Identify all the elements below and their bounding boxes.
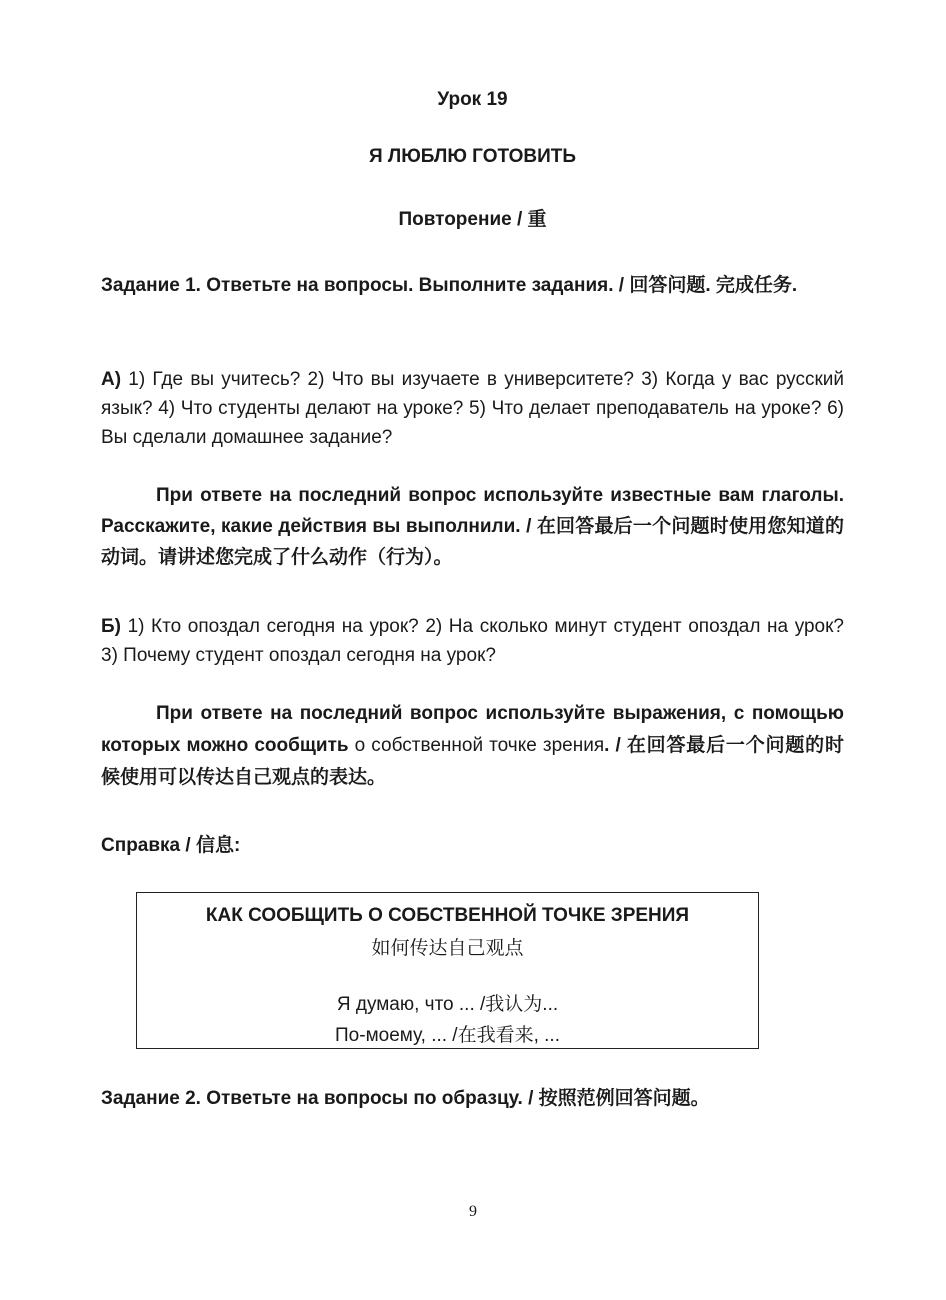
part-b-text: 1) Кто опоздал сегодня на урок? 2) На сколько минут студент опоздал на урок? 3) Почему студент опоздал сегодня на урок?: [101, 616, 844, 666]
part-b-questions: [101, 612, 844, 670]
part-b-instruction: [101, 698, 844, 794]
lesson-title: Я ЛЮБЛЮ ГОТОВИТЬ: [368, 146, 577, 167]
section-title: Повторение / 重: [398, 209, 547, 230]
reference-phrase-2: По-моему, ... /在我看来, ...: [335, 1025, 560, 1046]
part-b-marker: Б): [101, 616, 121, 637]
part-a-questions: [101, 365, 844, 452]
lesson-number: Урок 19: [437, 89, 508, 110]
page-number: 9: [469, 1203, 477, 1220]
part-b-instruction-normal: о собственной точке зрения: [348, 735, 605, 756]
reference-box-title: КАК СООБЩИТЬ О СОБСТВЕННОЙ ТОЧКЕ ЗРЕНИЯ: [205, 905, 690, 926]
reference-label: Справка / 信息:: [101, 835, 241, 856]
reference-box: [136, 892, 759, 1049]
task1-heading: Задание 1. Ответьте на вопросы. Выполните задания. / 回答问题. 完成任务.: [101, 275, 798, 296]
part-b-instruction-bold: При ответе на последний вопрос используйте выражения, с помощью которых можно сообщить: [101, 703, 844, 756]
part-a-text: 1) Где вы учитесь? 2) Что вы изучаете в университете? 3) Когда у вас русский язык? 4) Что студенты делают на уроке? 5) Что делает преподаватель на уроке? 6) Вы сделали домашнее задание?: [101, 369, 844, 448]
reference-phrase-1: Я думаю, что ... /我认为...: [336, 994, 559, 1015]
part-a-instruction: При ответе на последний вопрос используйте известные вам глаголы. Расскажите, какие действия вы выполнили. / 在回答最后一个问题时使用您知道的动词。请讲述您完成了什么动作（行为）。: [101, 485, 844, 568]
reference-box-subtitle: 如何传达自己观点: [371, 938, 524, 959]
part-a-marker: А): [101, 369, 122, 390]
part-b-instruction-rest: . / 在回答最后一个问题的时候使用可以传达自己观点的表达。: [101, 735, 844, 788]
task2-heading: Задание 2. Ответьте на вопросы по образцу. / 按照范例回答问题。: [101, 1088, 710, 1109]
